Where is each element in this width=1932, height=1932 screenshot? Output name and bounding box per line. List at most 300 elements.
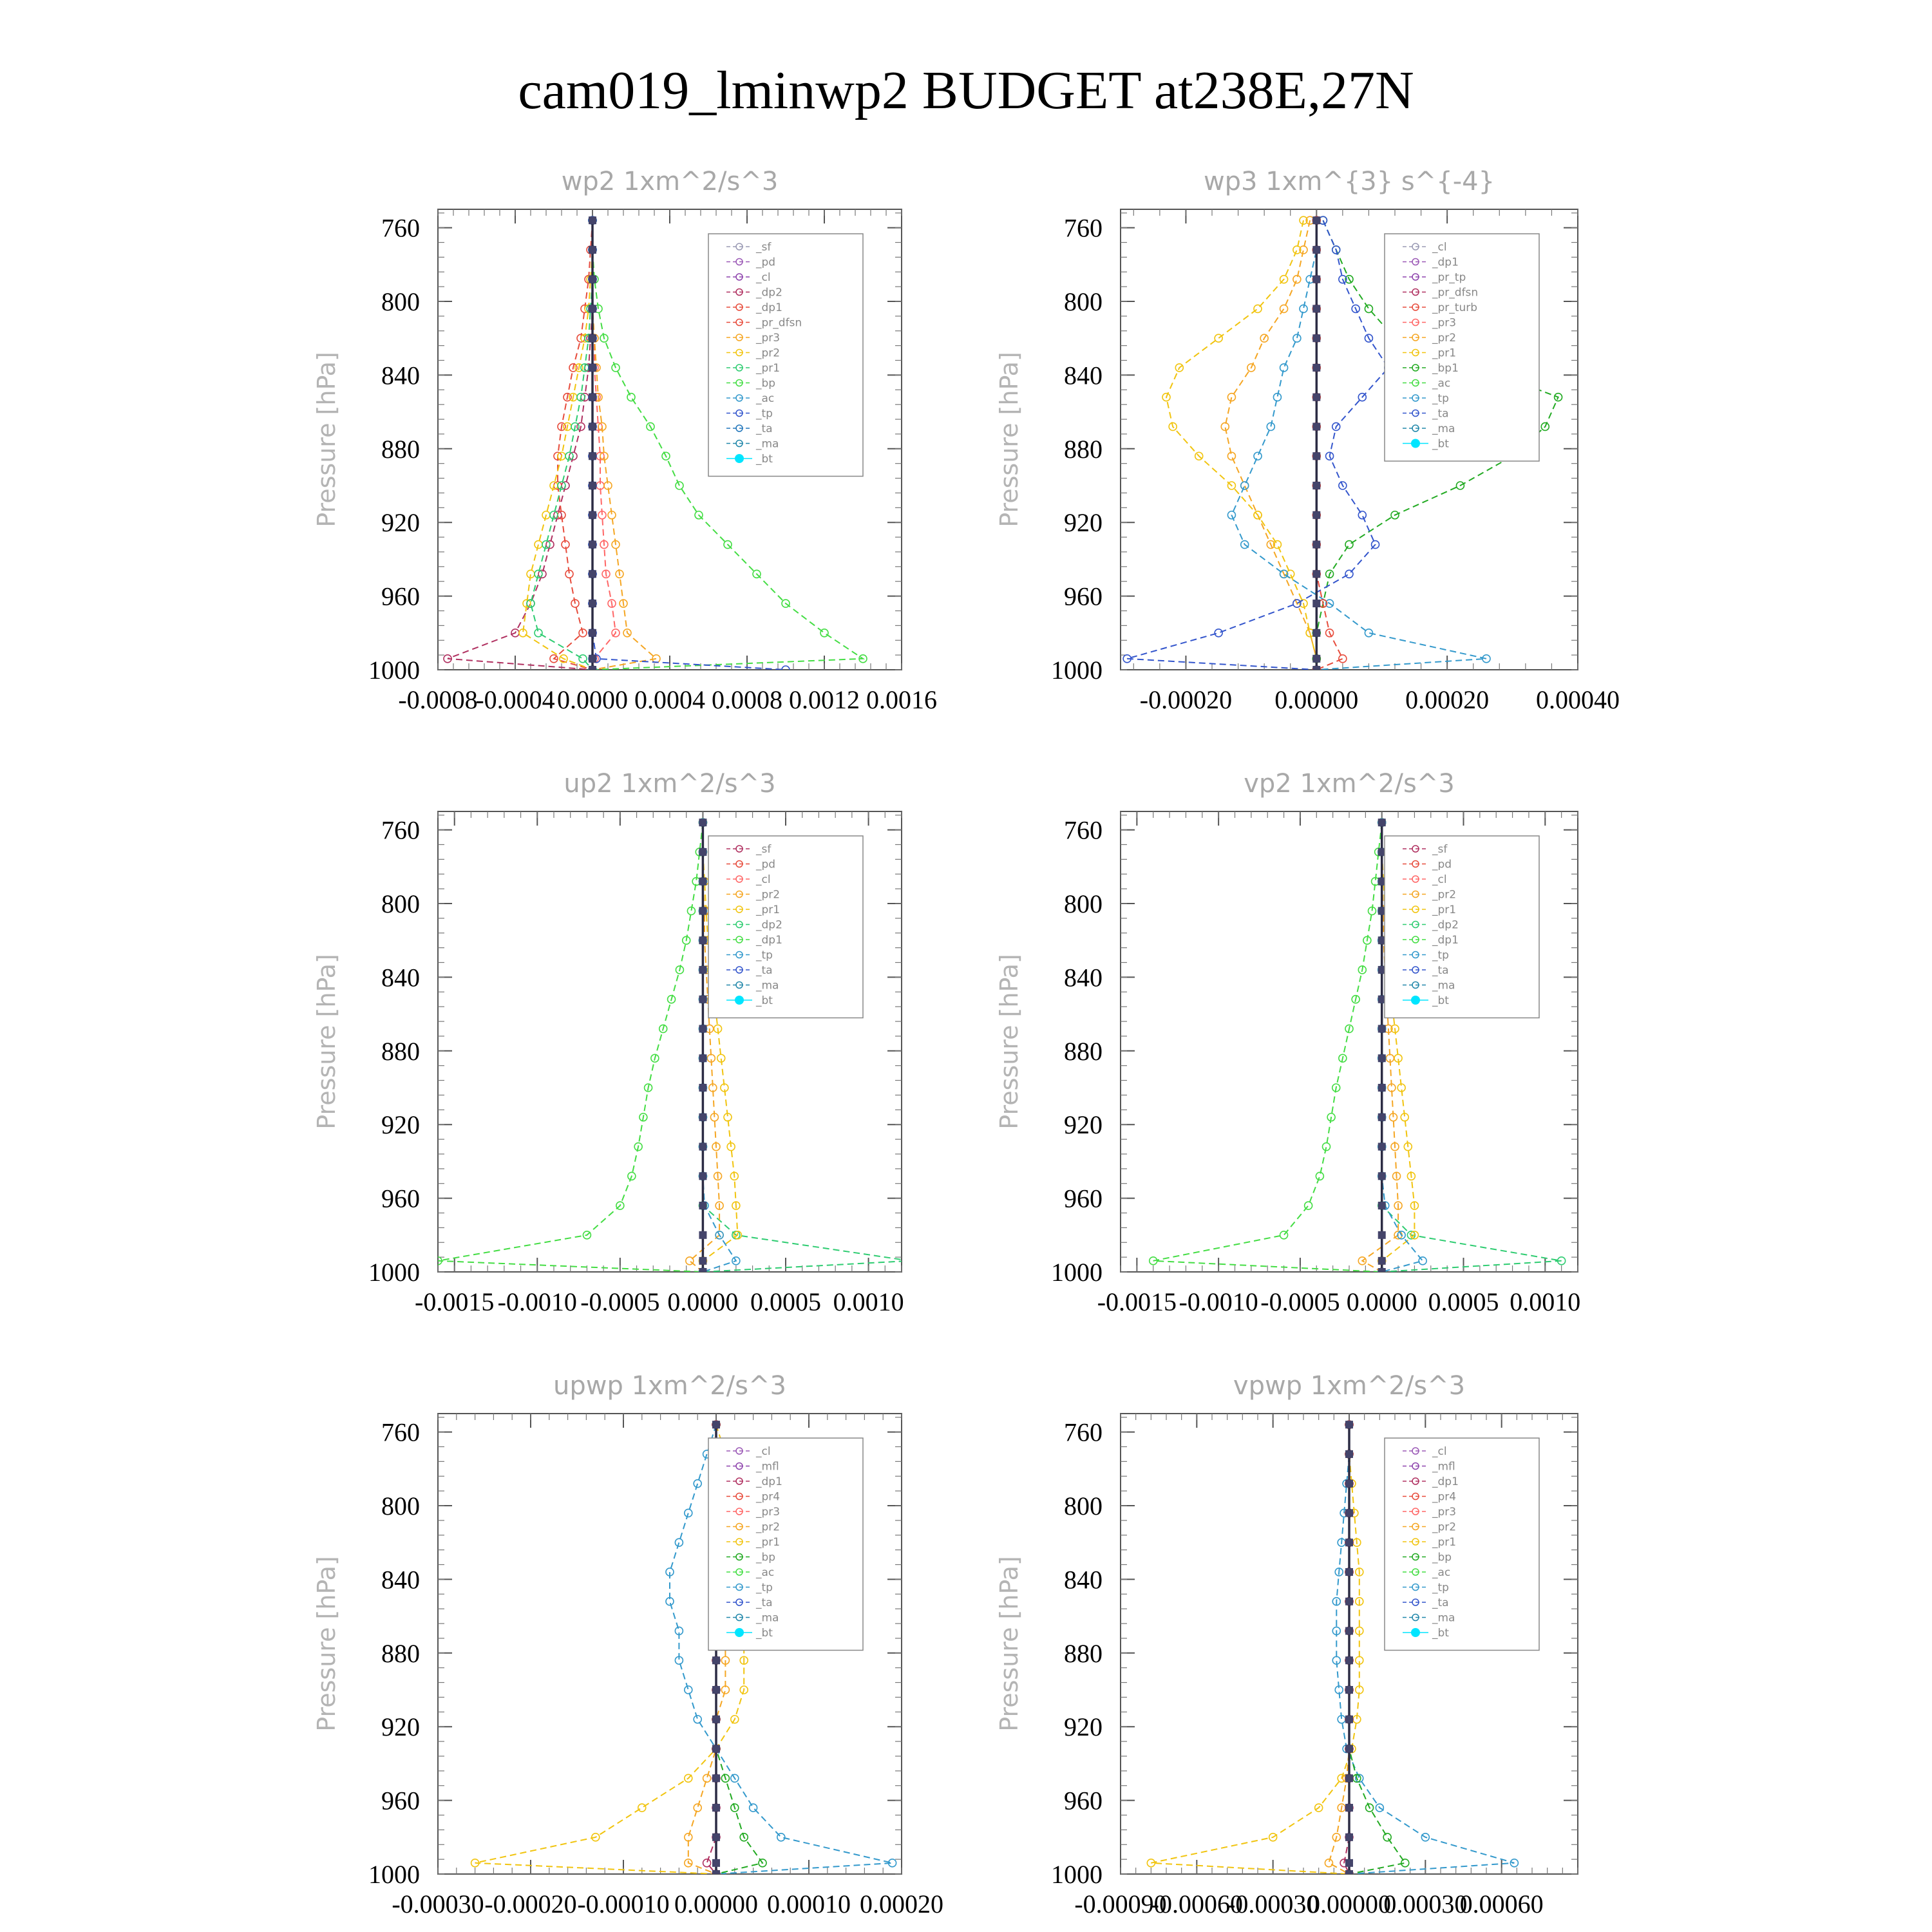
x-tick-label: 0.0000 bbox=[1346, 1287, 1417, 1316]
legend-label: _pr4 bbox=[1432, 1490, 1457, 1504]
legend-label: _ma bbox=[756, 979, 779, 992]
data-point bbox=[1345, 1450, 1353, 1458]
data-point bbox=[1345, 570, 1353, 578]
x-tick-label: -0.0004 bbox=[475, 685, 555, 714]
x-tick-label: -0.0008 bbox=[398, 685, 478, 714]
data-point bbox=[1345, 1656, 1353, 1664]
legend-marker bbox=[1411, 996, 1420, 1005]
data-point bbox=[712, 1859, 720, 1867]
data-point bbox=[712, 1833, 720, 1841]
data-point bbox=[589, 216, 596, 224]
data-point bbox=[589, 666, 596, 674]
y-tick-label: 960 bbox=[1064, 582, 1103, 611]
data-point bbox=[589, 305, 596, 312]
series-dp1 bbox=[1150, 819, 1386, 1276]
data-point bbox=[1325, 1859, 1332, 1867]
data-point bbox=[1365, 305, 1372, 312]
data-point bbox=[1345, 1716, 1353, 1723]
legend-label: _dp1 bbox=[1432, 256, 1459, 269]
legend-label: _dp1 bbox=[1432, 934, 1459, 947]
data-point bbox=[589, 334, 596, 342]
data-point bbox=[685, 1509, 692, 1517]
legend-label: _pd bbox=[756, 256, 776, 269]
chart-panel-3 bbox=[312, 769, 914, 1316]
series-pr1 bbox=[471, 1421, 748, 1878]
series-pr1 bbox=[1147, 1421, 1363, 1878]
data-point bbox=[694, 1480, 701, 1488]
legend-label: _pr1 bbox=[756, 1536, 781, 1549]
x-tick-label: 0.00000 bbox=[1307, 1889, 1391, 1918]
legend-label: _tp bbox=[1432, 949, 1449, 962]
data-point bbox=[686, 1257, 694, 1265]
x-tick-label: -0.00030 bbox=[1227, 1889, 1320, 1918]
legend-label: _pr1 bbox=[756, 904, 781, 916]
legend-label: _pd bbox=[756, 858, 776, 871]
y-tick-label: 960 bbox=[1064, 1184, 1103, 1213]
y-tick-label: 1000 bbox=[368, 1258, 420, 1287]
y-tick-label: 920 bbox=[1064, 1712, 1103, 1742]
data-point bbox=[1345, 1745, 1353, 1753]
y-tick-label: 760 bbox=[1064, 815, 1103, 845]
data-point bbox=[1312, 364, 1320, 372]
data-point bbox=[1345, 1859, 1353, 1867]
y-axis-label: Pressure [hPa] bbox=[995, 954, 1023, 1130]
legend-box bbox=[708, 836, 863, 1018]
legend-label: _ma bbox=[1432, 1611, 1455, 1625]
legend-label: _pr_tp bbox=[1432, 271, 1466, 284]
legend-label: _dp1 bbox=[756, 301, 782, 314]
legend-label: _dp1 bbox=[756, 934, 782, 947]
legend-label: _pr2 bbox=[756, 1520, 781, 1534]
data-point bbox=[1241, 482, 1249, 489]
series-line bbox=[523, 220, 592, 670]
panel-title: up2 1xm^2/s^3 bbox=[564, 769, 776, 799]
data-point bbox=[1345, 1774, 1353, 1782]
panel-title: upwp 1xm^2/s^3 bbox=[553, 1371, 786, 1401]
x-tick-label: 0.00020 bbox=[860, 1889, 943, 1918]
data-point bbox=[1312, 541, 1320, 549]
legend-label: _cl bbox=[756, 1445, 771, 1458]
legend-marker bbox=[735, 996, 744, 1005]
y-tick-label: 760 bbox=[381, 1417, 420, 1447]
y-axis-label: Pressure [hPa] bbox=[995, 1556, 1023, 1732]
data-point bbox=[1280, 305, 1288, 312]
data-point bbox=[1312, 216, 1320, 224]
x-tick-label: -0.0010 bbox=[497, 1287, 577, 1316]
x-tick-label: 0.00000 bbox=[674, 1889, 758, 1918]
y-tick-label: 840 bbox=[381, 361, 420, 390]
legend-label: _pd bbox=[1432, 858, 1452, 871]
legend-label: _ma bbox=[1432, 422, 1455, 435]
legend-label: _pr_dfsn bbox=[756, 316, 802, 330]
legend-label: _bt bbox=[756, 1627, 773, 1640]
y-axis-label: Pressure [hPa] bbox=[312, 352, 341, 527]
legend-label: _pr2 bbox=[756, 888, 781, 902]
data-point bbox=[750, 1804, 757, 1812]
data-point bbox=[1378, 1202, 1386, 1209]
x-tick-label: -0.00090 bbox=[1074, 1889, 1167, 1918]
legend bbox=[708, 1438, 863, 1651]
y-tick-label: 760 bbox=[1064, 1417, 1103, 1447]
chart-panel-6 bbox=[995, 1371, 1578, 1918]
data-point bbox=[906, 1257, 914, 1265]
legend-box bbox=[1385, 1438, 1539, 1651]
y-tick-label: 800 bbox=[1064, 287, 1103, 316]
legend-label: _pr2 bbox=[1432, 332, 1457, 345]
legend-label: _ma bbox=[756, 437, 779, 451]
x-tick-label: 0.0004 bbox=[634, 685, 705, 714]
data-point bbox=[685, 1686, 692, 1694]
data-point bbox=[1312, 600, 1320, 607]
data-point bbox=[1312, 666, 1320, 674]
x-tick-label: -0.00030 bbox=[392, 1889, 484, 1918]
data-point bbox=[1345, 1421, 1353, 1428]
data-point bbox=[1378, 1113, 1386, 1121]
series-line bbox=[1225, 220, 1316, 670]
data-point bbox=[1358, 511, 1366, 519]
y-tick-label: 800 bbox=[1064, 889, 1103, 918]
y-tick-label: 1000 bbox=[368, 1860, 420, 1889]
data-point bbox=[712, 1421, 720, 1428]
data-point bbox=[589, 246, 596, 254]
data-point bbox=[703, 1859, 711, 1867]
legend-label: _bt bbox=[1432, 437, 1449, 451]
series-line bbox=[1316, 220, 1343, 670]
data-point bbox=[1254, 305, 1262, 312]
data-point bbox=[675, 1539, 683, 1546]
chart-panel-4 bbox=[995, 769, 1580, 1316]
data-point bbox=[1345, 541, 1353, 549]
y-tick-label: 1000 bbox=[1051, 1258, 1103, 1287]
data-point bbox=[712, 1656, 720, 1664]
data-point bbox=[1339, 655, 1347, 663]
x-tick-label: 0.00020 bbox=[1405, 685, 1490, 714]
legend-label: _ta bbox=[1432, 407, 1449, 421]
legend-box bbox=[708, 1438, 863, 1651]
data-point bbox=[535, 629, 542, 637]
data-point bbox=[712, 1686, 720, 1694]
data-point bbox=[589, 541, 596, 549]
legend-marker bbox=[735, 454, 744, 463]
data-point bbox=[1312, 393, 1320, 401]
data-point bbox=[1345, 1804, 1353, 1812]
y-tick-label: 920 bbox=[381, 1712, 420, 1742]
y-tick-label: 1000 bbox=[1051, 1860, 1103, 1889]
legend-label: _ac bbox=[1432, 377, 1451, 390]
y-tick-label: 880 bbox=[1064, 1638, 1103, 1668]
x-tick-label: -0.00060 bbox=[1150, 1889, 1243, 1918]
legend-label: _pr1 bbox=[1432, 1536, 1457, 1549]
legend-label: _pr1 bbox=[756, 362, 781, 375]
y-tick-label: 920 bbox=[1064, 508, 1103, 538]
series-ta bbox=[1123, 216, 1392, 674]
legend-label: _pr2 bbox=[756, 346, 781, 360]
y-tick-label: 920 bbox=[1064, 1110, 1103, 1140]
legend bbox=[708, 836, 863, 1018]
data-point bbox=[1383, 1833, 1391, 1841]
data-point bbox=[694, 1716, 701, 1723]
x-tick-label: 0.00010 bbox=[767, 1889, 851, 1918]
data-point bbox=[1312, 334, 1320, 342]
y-tick-label: 880 bbox=[1064, 1036, 1103, 1066]
data-point bbox=[712, 1745, 720, 1753]
data-point bbox=[579, 655, 587, 663]
legend-label: _pr3 bbox=[756, 332, 781, 345]
x-tick-label: 0.0010 bbox=[833, 1287, 904, 1316]
y-tick-label: 840 bbox=[381, 1565, 420, 1595]
data-point bbox=[589, 364, 596, 372]
data-point bbox=[1312, 276, 1320, 283]
panel-title: vp2 1xm^2/s^3 bbox=[1244, 769, 1455, 799]
data-point bbox=[699, 966, 706, 974]
data-point bbox=[1305, 1202, 1312, 1209]
legend-label: _sf bbox=[756, 843, 772, 856]
legend-label: _pr2 bbox=[1432, 888, 1457, 902]
series-line bbox=[554, 220, 592, 670]
legend-label: _bp bbox=[756, 377, 776, 390]
data-point bbox=[712, 1716, 720, 1723]
legend-label: _pr4 bbox=[756, 1490, 781, 1504]
legend-label: _bp bbox=[1432, 1551, 1452, 1564]
data-point bbox=[699, 1143, 706, 1151]
legend-label: _ta bbox=[1432, 1596, 1449, 1609]
data-point bbox=[699, 1084, 706, 1092]
y-tick-label: 800 bbox=[381, 1492, 420, 1520]
data-point bbox=[1378, 1257, 1386, 1265]
data-point bbox=[703, 1774, 711, 1782]
legend bbox=[708, 234, 863, 477]
data-point bbox=[1345, 1870, 1353, 1878]
data-point bbox=[694, 1804, 701, 1812]
legend-label: _bt bbox=[1432, 1627, 1449, 1640]
data-point bbox=[589, 452, 596, 460]
data-point bbox=[820, 629, 828, 637]
legend-label: _tp bbox=[756, 949, 773, 962]
y-tick-label: 960 bbox=[381, 582, 420, 611]
data-point bbox=[1378, 1231, 1386, 1239]
legend-label: _bt bbox=[756, 994, 773, 1007]
y-tick-label: 800 bbox=[381, 889, 420, 918]
legend-label: _tp bbox=[756, 407, 773, 421]
legend-label: _cl bbox=[1432, 1445, 1447, 1458]
legend-label: _pr_turb bbox=[1432, 301, 1478, 314]
legend-label: _dp2 bbox=[756, 286, 782, 299]
data-point bbox=[1378, 819, 1386, 826]
legend-marker bbox=[1411, 1628, 1420, 1637]
series-line bbox=[1127, 220, 1388, 670]
legend-label: _sf bbox=[756, 241, 772, 254]
legend-label: _pr3 bbox=[1432, 316, 1457, 330]
data-point bbox=[699, 1257, 706, 1265]
data-point bbox=[589, 600, 596, 607]
x-tick-label: 0.0012 bbox=[789, 685, 860, 714]
data-point bbox=[1312, 246, 1320, 254]
legend-label: _tp bbox=[756, 1581, 773, 1595]
legend-label: _ma bbox=[1432, 979, 1455, 992]
series-bt bbox=[1312, 216, 1320, 674]
legend-label: _dp1 bbox=[756, 1475, 782, 1488]
legend-label: _pr1 bbox=[1432, 904, 1457, 916]
y-tick-label: 880 bbox=[381, 1036, 420, 1066]
data-point bbox=[1312, 422, 1320, 430]
series-pr1 bbox=[1162, 216, 1320, 674]
data-point bbox=[699, 1231, 706, 1239]
data-point bbox=[1378, 1025, 1386, 1032]
x-tick-label: -0.0010 bbox=[1179, 1287, 1258, 1316]
y-tick-label: 800 bbox=[381, 287, 420, 316]
data-point bbox=[589, 629, 596, 637]
series-line bbox=[1166, 220, 1316, 670]
x-tick-label: -0.0005 bbox=[1260, 1287, 1340, 1316]
legend-marker bbox=[1411, 439, 1420, 448]
legend-label: _dp2 bbox=[1432, 918, 1459, 932]
x-tick-label: 0.0010 bbox=[1510, 1287, 1581, 1316]
chart-panel-1 bbox=[312, 167, 937, 714]
y-tick-label: 920 bbox=[381, 508, 420, 538]
data-point bbox=[1345, 1539, 1353, 1546]
legend-label: _cl bbox=[756, 271, 771, 284]
legend-box bbox=[1385, 234, 1539, 461]
data-point bbox=[699, 996, 706, 1003]
data-point bbox=[1312, 305, 1320, 312]
legend-label: _bp1 bbox=[1432, 362, 1459, 375]
y-axis-label: Pressure [hPa] bbox=[312, 954, 341, 1130]
panel-title: wp3 1xm^{3} s^{-4} bbox=[1203, 167, 1495, 196]
data-point bbox=[699, 1172, 706, 1180]
data-point bbox=[638, 1804, 646, 1812]
data-point bbox=[1378, 1054, 1386, 1062]
data-point bbox=[699, 1268, 706, 1276]
x-tick-label: -0.0015 bbox=[415, 1287, 495, 1316]
legend-label: _ta bbox=[756, 422, 773, 435]
y-tick-label: 840 bbox=[1064, 963, 1103, 992]
data-point bbox=[699, 848, 706, 856]
data-point bbox=[1345, 1568, 1353, 1576]
y-tick-label: 840 bbox=[1064, 361, 1103, 390]
data-point bbox=[1312, 482, 1320, 489]
y-tick-label: 960 bbox=[1064, 1786, 1103, 1815]
data-point bbox=[589, 422, 596, 430]
legend-label: _ac bbox=[1432, 1566, 1451, 1579]
data-point bbox=[589, 511, 596, 519]
data-point bbox=[589, 482, 596, 489]
series-line bbox=[448, 220, 592, 670]
x-tick-label: 0.0000 bbox=[667, 1287, 739, 1316]
data-point bbox=[1215, 629, 1222, 637]
x-tick-label: -0.00020 bbox=[1139, 685, 1233, 714]
series-pr2 bbox=[1221, 216, 1320, 674]
data-point bbox=[1345, 1686, 1353, 1694]
legend-label: _tp bbox=[1432, 392, 1449, 405]
x-tick-label: 0.0008 bbox=[712, 685, 782, 714]
y-axis-label: Pressure [hPa] bbox=[312, 1556, 341, 1732]
data-point bbox=[1378, 1084, 1386, 1092]
series-dp1 bbox=[434, 819, 706, 1276]
data-point bbox=[1312, 655, 1320, 663]
data-point bbox=[589, 276, 596, 283]
data-point bbox=[699, 1025, 706, 1032]
series-line bbox=[1153, 822, 1382, 1272]
legend-label: _cl bbox=[756, 873, 771, 886]
x-tick-label: -0.0005 bbox=[580, 1287, 660, 1316]
data-point bbox=[1378, 1172, 1386, 1180]
y-tick-label: 760 bbox=[381, 815, 420, 845]
y-tick-label: 880 bbox=[1064, 434, 1103, 464]
y-axis-label: Pressure [hPa] bbox=[995, 352, 1023, 527]
series-pr2 bbox=[519, 216, 596, 674]
y-tick-label: 880 bbox=[381, 434, 420, 464]
y-tick-label: 1000 bbox=[1051, 656, 1103, 685]
data-point bbox=[1312, 570, 1320, 578]
legend-label: _sf bbox=[1432, 843, 1448, 856]
data-point bbox=[1378, 1143, 1386, 1151]
data-point bbox=[1419, 1257, 1426, 1265]
y-tick-label: 760 bbox=[1064, 213, 1103, 243]
legend-label: _ta bbox=[756, 964, 773, 977]
legend-label: _mfl bbox=[1432, 1460, 1455, 1473]
data-point bbox=[589, 393, 596, 401]
data-point bbox=[699, 1054, 706, 1062]
x-tick-label: -0.0015 bbox=[1097, 1287, 1177, 1316]
y-tick-label: 1000 bbox=[368, 656, 420, 685]
chart-panel-2 bbox=[995, 167, 1620, 714]
y-tick-label: 960 bbox=[381, 1786, 420, 1815]
x-tick-label: -0.00010 bbox=[577, 1889, 670, 1918]
data-point bbox=[1254, 452, 1262, 460]
data-point bbox=[627, 393, 635, 401]
data-point bbox=[699, 936, 706, 944]
data-point bbox=[685, 1833, 692, 1841]
y-tick-label: 760 bbox=[381, 213, 420, 243]
legend-label: _ac bbox=[756, 392, 775, 405]
series-bt bbox=[699, 819, 706, 1276]
x-tick-label: 0.00030 bbox=[1383, 1889, 1468, 1918]
chart-panel-5 bbox=[312, 1371, 943, 1918]
x-tick-label: -0.00020 bbox=[484, 1889, 577, 1918]
data-point bbox=[589, 570, 596, 578]
series-line bbox=[1151, 1425, 1359, 1874]
x-tick-label: 0.0016 bbox=[866, 685, 937, 714]
legend-label: _ta bbox=[1432, 964, 1449, 977]
data-point bbox=[1345, 1627, 1353, 1634]
legend-box bbox=[708, 234, 863, 477]
x-tick-label: 0.00000 bbox=[1274, 685, 1359, 714]
y-tick-label: 920 bbox=[381, 1110, 420, 1140]
data-point bbox=[1280, 1231, 1288, 1239]
legend-label: _ta bbox=[756, 1596, 773, 1609]
x-tick-label: 0.0005 bbox=[750, 1287, 821, 1316]
data-point bbox=[712, 1774, 720, 1782]
x-tick-label: 0.0000 bbox=[557, 685, 628, 714]
legend bbox=[1385, 234, 1539, 461]
data-point bbox=[699, 907, 706, 914]
y-tick-label: 960 bbox=[381, 1184, 420, 1213]
y-tick-label: 840 bbox=[1064, 1565, 1103, 1595]
data-point bbox=[699, 1113, 706, 1121]
x-tick-label: 0.0005 bbox=[1428, 1287, 1499, 1316]
data-point bbox=[699, 819, 706, 826]
data-point bbox=[1345, 1833, 1353, 1841]
legend-label: _mfl bbox=[756, 1460, 779, 1473]
legend-label: _cl bbox=[1432, 241, 1447, 254]
legend-label: _tp bbox=[1432, 1581, 1449, 1595]
data-point bbox=[1345, 1509, 1353, 1517]
legend-label: _bt bbox=[1432, 994, 1449, 1007]
panel-title: vpwp 1xm^2/s^3 bbox=[1233, 1371, 1466, 1401]
data-point bbox=[699, 1202, 706, 1209]
series-line bbox=[592, 220, 656, 670]
legend-label: _dp2 bbox=[756, 918, 782, 932]
